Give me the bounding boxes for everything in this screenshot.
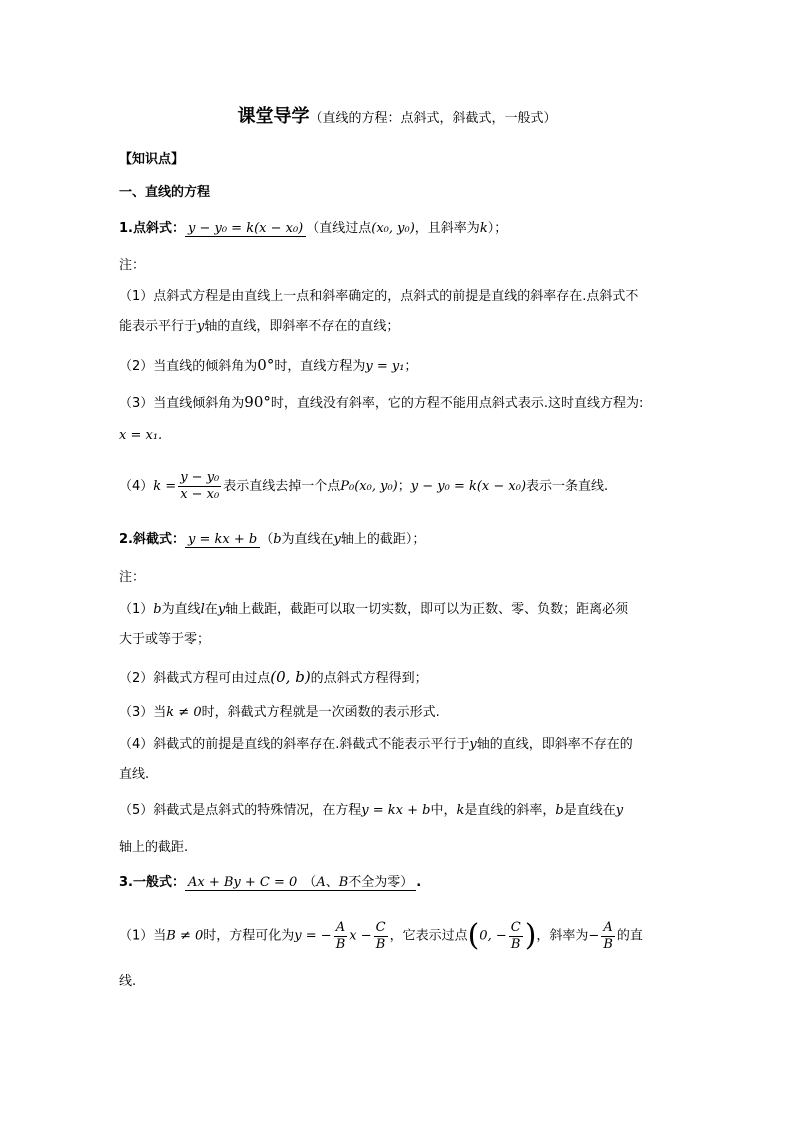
general-note1-line1: （1）当B ≠ 0时，方程可化为y = − $\frac{A}{B}$ x − $\frac{C}{B}$ ，它表示过点(0, − $\frac{C}{B}$ )，斜率为− $\frac{A}{B}$ 的直 [119,918,643,953]
general-note1-line2: 线. [119,974,137,989]
point-slope-note1-line2: 能表示平行于y轴的直线，即斜率不存在的直线； [119,319,400,334]
fraction-a-over-b: $\frac{A}{B}$ [335,919,346,952]
point-slope-note4: （4）k = $\frac{\text{y − y₀}}{\text{x − x₀}}$ 表示直线去掉一个点P₀(x₀, y₀)；y − y₀ = k(x − x₀)表示一条直线. [119,470,609,502]
point-slope-desc: （直线过点 [306,221,372,236]
note4-fraction: $\frac{\text{y − y₀}}{\text{x − x₀}}$ [180,470,220,502]
fraction-c-over-b-point: $\frac{C}{B}$ [510,919,521,952]
point-slope-note2: （2）当直线的倾斜角为0°时，直线方程为y = y₁； [119,356,418,374]
slope-intercept-note4-line1: （4）斜截式的前提是直线的斜率存在.斜截式不能表示平行于y轴的直线，即斜率不存在的 [119,737,633,752]
slope-intercept-note1-line2: 大于或等于零； [119,632,211,647]
general-line: 3.一般式： Ax + By + C = 0 （A、B不全为零） . [119,875,422,890]
slope-intercept-formula: y = kx + b [185,532,260,548]
general-condition: （A、B不全为零） [300,875,416,891]
point-slope-k: k [479,221,488,236]
general-label: 3.一般式： [119,875,185,890]
slope-intercept-note1-line1: （1）b为直线l在y轴上截距，截距可以取一切实数，即可以为正数、零、负数；距离必须 [119,602,629,617]
slope-intercept-note5-line1: （5）斜截式是点斜式的特殊情况，在方程y = kx + b中，k是直线的斜率，b是直线在y [119,803,624,818]
slope-intercept-note4-line2: 直线. [119,767,150,782]
general-formula: Ax + By + C = 0 [185,875,300,891]
point-slope-note3-eq: x = x₁. [119,428,163,443]
title-sub: （直线的方程：点斜式，斜截式，一般式） [309,111,557,126]
point-slope-formula: y − y₀ = k(x − x₀) [185,221,306,237]
point-slope-note-label: 注： [119,258,146,273]
point-slope-line [119,219,507,239]
fraction-c-over-b: $\frac{C}{B}$ [375,919,386,952]
point-slope-desc-post: ）； [487,221,508,236]
point-slope-point: (x₀, y₀) [371,221,415,236]
point-slope-label: 1.点斜式： [119,221,185,236]
point-slope-note1-line1: （1）点斜式方程是由直线上一点和斜率确定的，点斜式的前提是直线的斜率存在.点斜式不 [119,289,639,304]
slope-intercept-note2: （2）斜截式方程可由过点(0, b)的点斜式方程得到； [119,668,428,686]
slope-intercept-note3: （3）当k ≠ 0时，斜截式方程就是一次函数的表示形式. [119,705,440,720]
heading-line-equations: 一、直线的方程 [119,185,211,200]
slope-intercept-label: 2.斜截式： [119,532,185,547]
fraction-slope: $\frac{A}{B}$ [603,919,613,952]
point-slope-desc-mid: ，且斜率为 [414,221,480,236]
slope-intercept-note5-line2: 轴上的截距. [119,840,189,855]
title-main: 课堂导学 [237,106,310,127]
page-title [0,104,794,132]
section-tag: 【知识点】 [119,152,185,167]
point-slope-note3: （3）当直线倾斜角为90°时，直线没有斜率，它的方程不能用点斜式表示.这时直线方程为: [119,393,644,411]
slope-intercept-line: 2.斜截式： y = kx + b （b为直线在y轴上的截距）； [119,532,426,547]
slope-intercept-note-label: 注： [119,570,146,585]
